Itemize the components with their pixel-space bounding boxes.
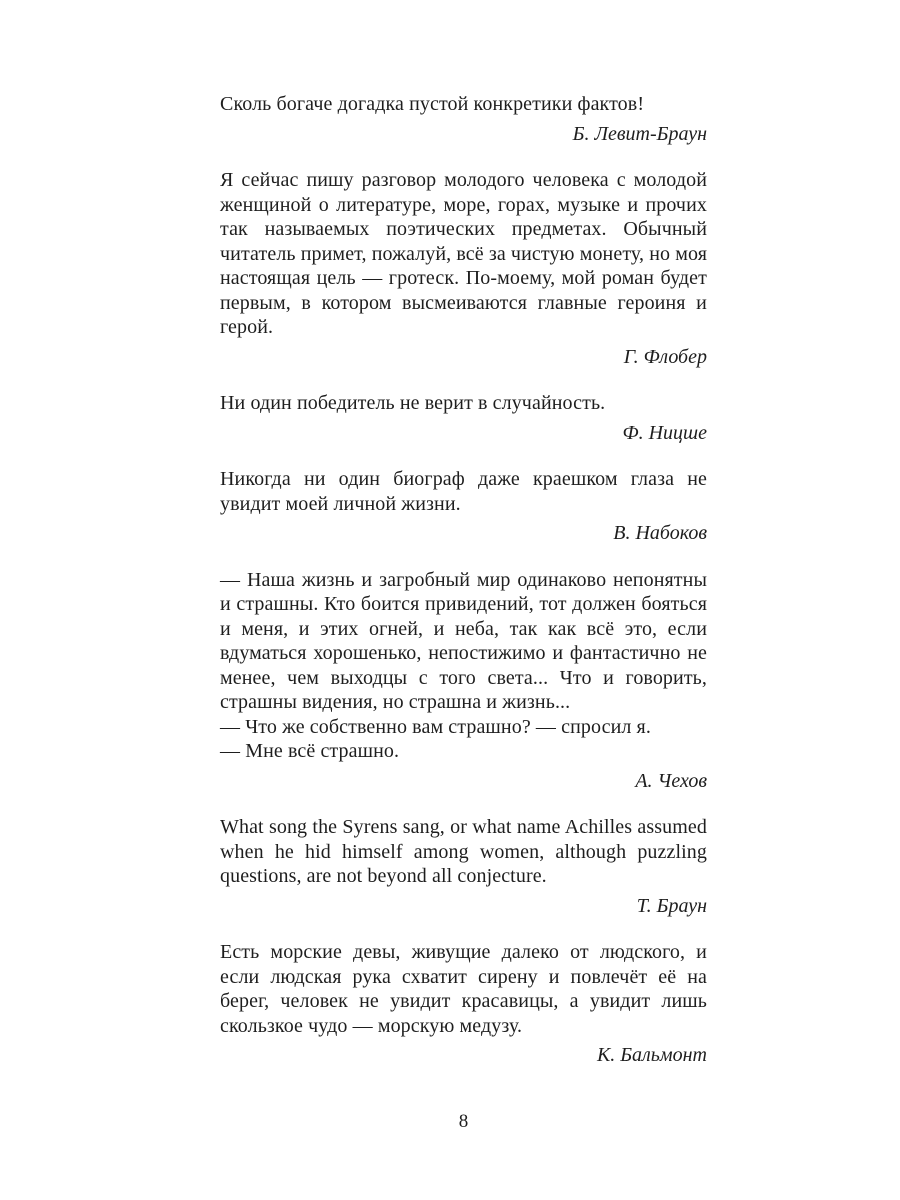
quote-block [220, 568, 707, 794]
page-number: 8 [458, 1111, 469, 1132]
quote-block [220, 940, 707, 1068]
quote-text: — Мне всё страшно. [220, 740, 400, 762]
quote-block [220, 467, 707, 546]
quote-attribution: Г. Флобер [623, 345, 707, 368]
quote-text: — Что же собственно вам страшно? — спросил я. [220, 715, 651, 738]
quote-attribution: В. Набоков [613, 522, 707, 544]
quote-attribution: Т. Браун [636, 894, 707, 917]
quote-text: Я сейчас пишу разговор молодого человека с молодой женщиной о литературе, море, горах, музыке и прочих так называемых поэтических предметах. Обычный читатель примет, пожалуй, всё за чистую монету, но моя настоящая цель — гротеск. По-моему, мой роман будет первым, в котором высмеиваются главные героиня и герой. [220, 169, 707, 338]
quote-text: Сколь богаче догадка пустой конкретики фактов! [220, 93, 645, 115]
quote-attribution: Ф. Ницше [622, 421, 707, 444]
quote-text: Ни один победитель не верит в случайность. [220, 392, 606, 414]
epigraphs-text-block [220, 92, 707, 1090]
quote-text: — Наша жизнь и загробный мир одинаково непонятны и страшны. Кто боится привидений, тот должен бояться и меня, и этих огней, и неба, так как всё это, если вдуматься хорошенько, непостижимо и фантастично не менее, чем выходцы с того света... Что и говорить, страшны видения, но страшна и жизнь... [220, 568, 707, 713]
quote-text: Никогда ни один биограф даже краешком глаза не увидит моей личной жизни. [220, 468, 707, 515]
quote-block [220, 391, 707, 445]
quote-block [220, 168, 707, 369]
quote-block [220, 815, 707, 918]
quote-block [220, 92, 707, 146]
quote-attribution: К. Бальмонт [596, 1044, 707, 1066]
quote-text: What song the Syrens sang, or what name Achilles assumed when he hid himself among women, although puzzling questions, are not beyond all conjecture. [220, 816, 707, 887]
quote-text: Есть морские девы, живущие далеко от людского, и если людская рука схватит сирену и повлечёт её на берег, человек не увидит красавицы, а увидит лишь скользкое чудо — морскую медузу. [220, 941, 707, 1037]
quote-attribution: А. Чехов [635, 769, 707, 792]
quote-attribution: Б. Левит-Браун [572, 122, 707, 145]
